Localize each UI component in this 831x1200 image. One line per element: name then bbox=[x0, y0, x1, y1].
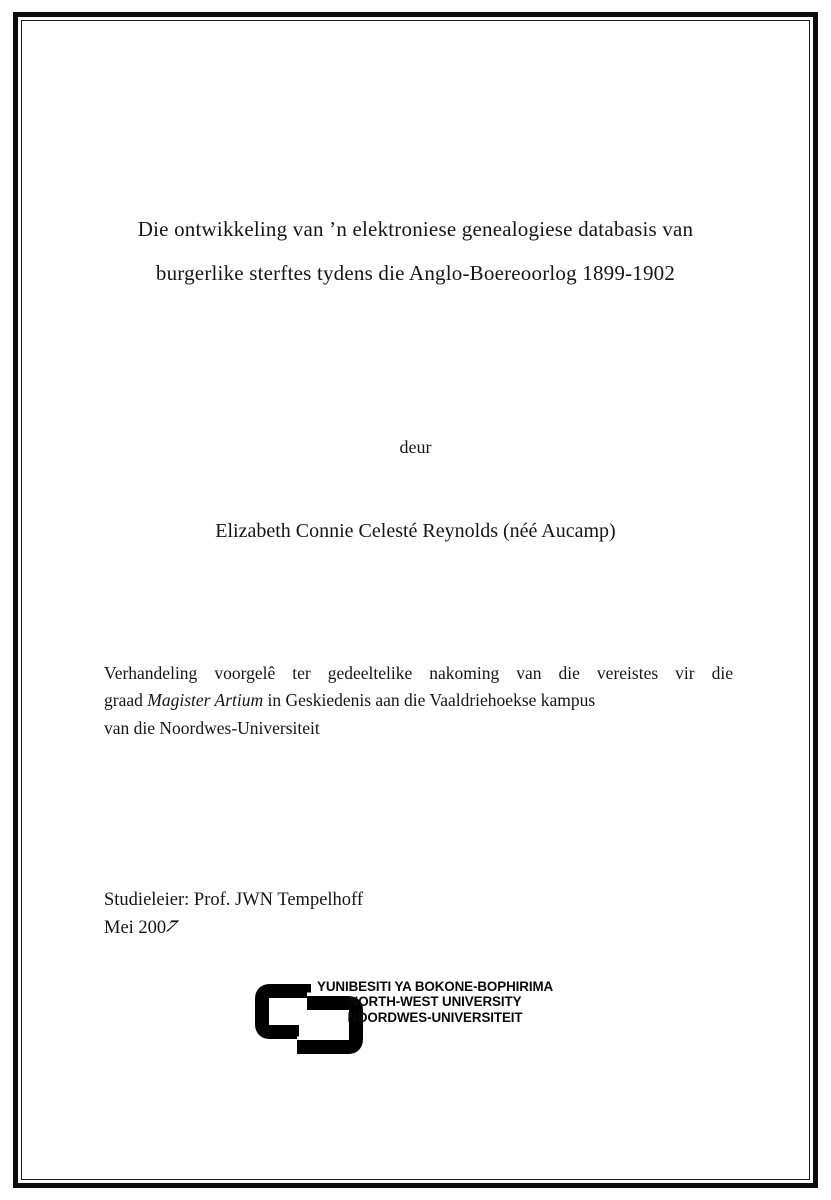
statement-line2-prefix: graad bbox=[104, 690, 148, 711]
byline-deur: deur bbox=[399, 437, 432, 457]
degree-statement bbox=[104, 660, 733, 742]
nwu-logo-text-afrikaans: NOORDWES-UNIVERSITEIT bbox=[347, 1009, 523, 1025]
statement-line2-suffix: in Geskiedenis aan die Vaaldriehoekse kampus bbox=[263, 690, 596, 711]
thesis-title-line-1: Die ontwikkeling van ’n elektroniese genealogiese databasis van bbox=[137, 217, 694, 241]
nwu-logo-text bbox=[317, 979, 553, 1025]
supervisor-line: Studieleier: Prof. JWN Tempelhoff bbox=[104, 890, 364, 910]
thesis-title-line-2: burgerlike sterftes tydens die Anglo-Boereoorlog 1899-1902 bbox=[155, 261, 676, 285]
degree-statement-line-3: van die Noordwes-Universiteit bbox=[104, 717, 320, 738]
date-line bbox=[104, 914, 363, 942]
thesis-title bbox=[58, 207, 773, 295]
degree-name-italic: Magister Artium bbox=[147, 690, 264, 711]
nwu-logo bbox=[253, 972, 583, 1058]
degree-statement-line-1: Verhandeling voorgelê ter gedeeltelike nakoming van die vereistes vir die bbox=[104, 663, 733, 683]
date-last-digit: 7 bbox=[161, 917, 182, 937]
author-name: Elizabeth Connie Celesté Reynolds (néé Aucamp) bbox=[215, 520, 616, 542]
logo-left-link bbox=[262, 991, 311, 1032]
nwu-logo-text-english: NORTH-WEST UNIVERSITY bbox=[348, 994, 522, 1010]
nwu-logo-text-setswana: YUNIBESITI YA BOKONE-BOPHIRIMA bbox=[317, 979, 554, 994]
supervisor-block bbox=[104, 886, 363, 942]
date-prefix: Mei 200 bbox=[104, 918, 167, 938]
degree-statement-line-2 bbox=[104, 687, 733, 714]
